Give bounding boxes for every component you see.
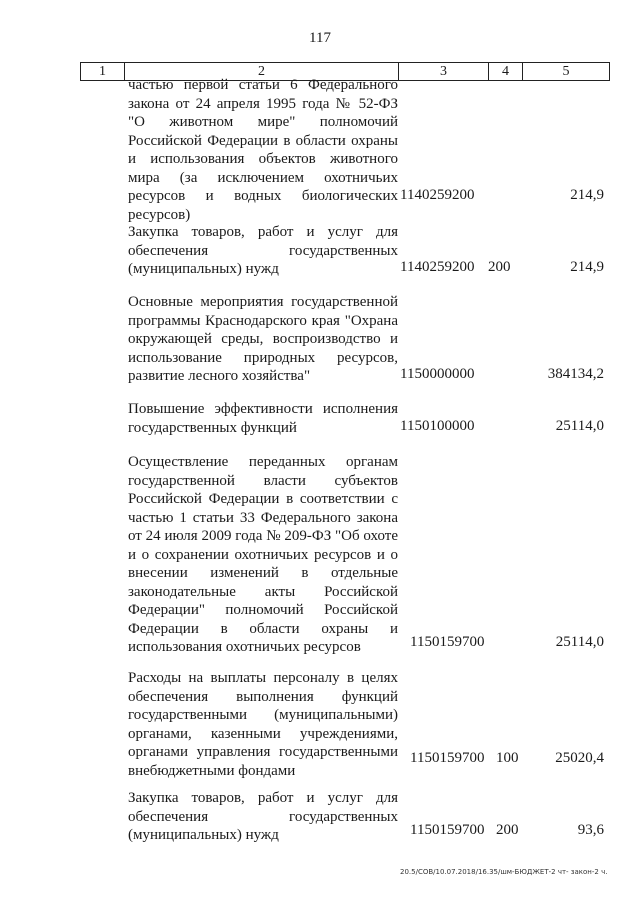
row-code: 1140259200 xyxy=(400,259,475,275)
document-footer-reference: 20.5/СОВ/10.07.2018/16.35/шм-БЮДЖЕТ-2 чт- закон-2 ч. xyxy=(400,868,608,876)
row-description: Расходы на выплаты персоналу в целях обеспечения выполнения функций государственными (муниципальными) органами, казенными учреждениями, органами управления государственными внебюджетными фондами xyxy=(128,670,398,779)
row-description: Закупка товаров, работ и услуг для обеспечения государственных (муниципальных) нужд xyxy=(128,224,398,277)
row-type: 200 xyxy=(488,259,511,275)
row-description: частью первой статьи 6 Федерального закона от 24 апреля 1995 года № 52-ФЗ "О животном мире" полномочий Российской Федерации в области охраны и использования объектов животного мира (за исключением охотничьих ресурсов и водных биологических ресурсов) xyxy=(128,77,398,223)
page-number: 117 xyxy=(309,30,331,46)
row-code: 1150159700 xyxy=(410,750,485,766)
row-description: Основные мероприятия государственной программы Краснодарского края "Охрана окружающей среды, воспроизводство и использование природных ресурсов, развитие лесного хозяйства" xyxy=(128,294,398,384)
row-type: 200 xyxy=(496,822,519,838)
row-amount: 214,9 xyxy=(570,259,604,275)
row-description: Повышение эффективности исполнения государственных функций xyxy=(128,401,398,436)
row-description: Осуществление переданных органам государственной власти субъектов Российской Федерации в соответствии с частью 1 статьи 33 Федерального закона от 24 июля 2009 года № 209-ФЗ "Об охоте и о сохранении охотничьих ресурсов и о внесении изменений в отдельные законодательные акты Российской Федерации" полномочий Российской Федерации в области охраны и использования охотничьих ресурсов xyxy=(128,454,398,655)
header-col-5: 5 xyxy=(562,64,570,79)
row-description: Закупка товаров, работ и услуг для обеспечения государственных (муниципальных) нужд xyxy=(128,790,398,843)
row-amount: 25114,0 xyxy=(555,418,604,434)
row-code: 1150100000 xyxy=(400,418,475,434)
row-code: 1140259200 xyxy=(400,187,475,203)
header-col-3: 3 xyxy=(399,63,489,80)
header-col-4: 4 xyxy=(489,63,523,80)
header-col-1: 1 xyxy=(81,63,125,80)
row-amount: 214,9 xyxy=(570,187,604,203)
row-amount: 25114,0 xyxy=(555,634,604,650)
row-amount: 93,6 xyxy=(577,822,604,838)
row-amount: 25020,4 xyxy=(555,750,604,766)
row-code: 1150159700 xyxy=(410,822,485,838)
header-col-2: 2 xyxy=(125,63,399,80)
row-code: 1150159700 xyxy=(410,634,485,650)
row-type: 100 xyxy=(496,750,519,766)
row-amount: 384134,2 xyxy=(547,366,604,382)
row-code: 1150000000 xyxy=(400,366,475,382)
